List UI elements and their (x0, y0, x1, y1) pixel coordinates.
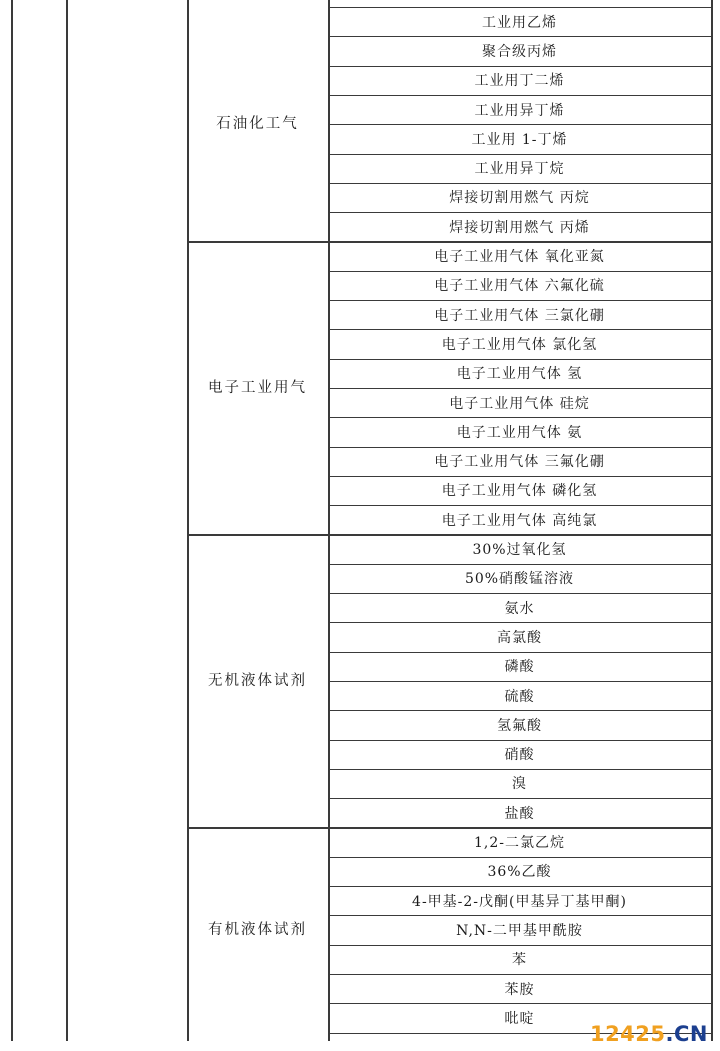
row-divider (328, 564, 713, 565)
item-name: 硝酸 (504, 747, 535, 764)
row-divider (328, 183, 713, 184)
item-name: 工业用乙烯 (482, 14, 557, 31)
item-name: 工业用丁二烯 (474, 73, 565, 90)
item-name: 焊接切割用燃气 丙烷 (449, 190, 590, 207)
row-divider (328, 622, 713, 623)
item-name: 电子工业用气体 硅烷 (449, 395, 590, 412)
watermark-suffix: CN (674, 1022, 708, 1046)
row-divider (328, 300, 713, 301)
row-divider (328, 124, 713, 125)
row-divider (328, 7, 713, 8)
item-name: 电子工业用气体 氯化氢 (441, 336, 598, 353)
item-name: 氢氟酸 (497, 717, 542, 734)
row-divider (328, 769, 713, 770)
watermark-number: 12425 (589, 1022, 666, 1046)
row-divider (328, 212, 713, 213)
item-name: 硫酸 (504, 688, 535, 705)
row-divider (328, 505, 713, 506)
item-name: 30%过氧化氢 (472, 542, 567, 559)
item-name: 聚合级丙烯 (482, 43, 557, 60)
group-divider (187, 241, 713, 242)
row-divider (328, 417, 713, 418)
item-name: 电子工业用气体 三氟化硼 (434, 454, 605, 471)
row-divider (328, 740, 713, 741)
item-name: 磷酸 (504, 659, 535, 676)
row-divider (328, 329, 713, 330)
row-divider (328, 271, 713, 272)
item-name: 50%硝酸锰溶液 (464, 571, 575, 588)
item-name: 苯胺 (504, 981, 535, 998)
item-name: 工业用 1-丁烯 (471, 131, 568, 148)
row-divider (328, 681, 713, 682)
row-divider (328, 798, 713, 799)
group-label: 电子工业用气 (208, 379, 307, 396)
item-name: 电子工业用气体 氢 (456, 366, 583, 383)
item-name: 36%乙酸 (487, 864, 552, 881)
row-divider (328, 476, 713, 477)
item-name: 电子工业用气体 磷化氢 (441, 483, 598, 500)
row-divider (328, 154, 713, 155)
item-name: 氨水 (504, 600, 535, 617)
row-divider (328, 66, 713, 67)
item-name: 盐酸 (504, 805, 535, 822)
item-name: 电子工业用气体 高纯氯 (441, 512, 598, 529)
item-name: 焊接切割用燃气 丙烯 (449, 219, 590, 236)
row-divider (328, 886, 713, 887)
item-name: 吡啶 (504, 1010, 535, 1027)
item-name: 4-甲基-2-戊酮(甲基异丁基甲酮) (412, 893, 627, 910)
watermark-dot: . (665, 1022, 674, 1046)
item-name: 工业用异丁烯 (474, 102, 565, 119)
column-divider-2 (187, 0, 189, 1041)
item-name: 电子工业用气体 三氯化硼 (434, 307, 605, 324)
item-name: N,N-二甲基甲酰胺 (456, 922, 583, 939)
group-divider (187, 534, 713, 535)
table-border-left (11, 0, 13, 1041)
item-name: 苯 (512, 952, 527, 969)
row-divider (328, 945, 713, 946)
item-name: 电子工业用气体 氨 (456, 424, 583, 441)
row-divider (328, 388, 713, 389)
row-divider (328, 1003, 713, 1004)
row-divider (328, 915, 713, 916)
column-divider-1 (66, 0, 68, 1041)
group-label: 石油化工气 (216, 115, 299, 132)
row-divider (328, 36, 713, 37)
row-divider (328, 95, 713, 96)
group-label: 有机液体试剂 (208, 921, 307, 938)
row-divider (328, 974, 713, 975)
row-divider (328, 359, 713, 360)
site-watermark-logo (590, 1024, 708, 1045)
row-divider (328, 710, 713, 711)
row-divider (328, 447, 713, 448)
row-divider (328, 593, 713, 594)
row-divider (328, 857, 713, 858)
item-name: 1,2-二氯乙烷 (474, 835, 565, 852)
table-border-right (711, 0, 713, 1041)
group-divider (187, 827, 713, 828)
item-name: 电子工业用气体 六氟化硫 (434, 278, 605, 295)
item-name: 高氯酸 (497, 629, 542, 646)
group-label: 无机液体试剂 (208, 672, 307, 689)
row-divider (328, 652, 713, 653)
item-name: 电子工业用气体 氧化亚氮 (434, 249, 605, 266)
column-divider-3 (328, 0, 330, 1041)
item-name: 溴 (512, 776, 527, 793)
item-name: 工业用异丁烷 (474, 161, 565, 178)
